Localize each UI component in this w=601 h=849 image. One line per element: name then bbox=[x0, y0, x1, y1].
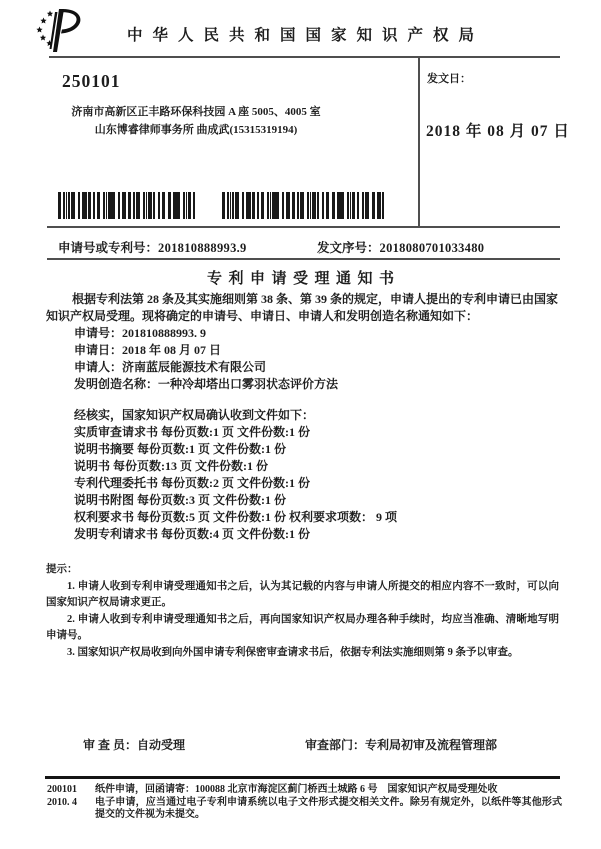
barcode-icon bbox=[58, 192, 195, 219]
document-item: 发明专利请求书 每份页数:4 页 文件份数:1 份 bbox=[74, 527, 310, 541]
application-number-label: 申请号或专利号： bbox=[58, 241, 159, 255]
examiner-field bbox=[83, 736, 185, 753]
footer-row bbox=[47, 797, 562, 822]
org-title: 中华人民共和国国家知识产权局 bbox=[126, 27, 484, 44]
header-divider bbox=[49, 56, 560, 58]
field-applicant: 申请人：济南蓝辰能源技术有限公司 bbox=[74, 360, 267, 374]
field-application-number: 申请号：201810888993. 9 bbox=[74, 326, 207, 340]
document-item: 说明书 每份页数:13 页 文件份数:1 份 bbox=[74, 459, 268, 473]
note-item: 1. 申请人收到专利申请受理通知书之后，认为其记载的内容与申请人所提交的相应内容不一致时，可以向国家知识产权局请求更正。 bbox=[46, 580, 559, 608]
review-department-field bbox=[305, 736, 497, 753]
serial-number-label: 发文序号： bbox=[317, 241, 380, 255]
document-item: 实质审查请求书 每份页数:1 页 文件份数:1 份 bbox=[74, 425, 310, 439]
serial-number bbox=[317, 238, 484, 256]
issue-date-value: 2018 年 08 月 07 日 bbox=[426, 123, 570, 140]
barcode-icon bbox=[222, 192, 385, 219]
address-line-2: 山东博睿律师事务所 曲成武(15315319194) bbox=[94, 124, 298, 136]
note-item: 3. 国家知识产权局收到向外国申请专利保密审查请求书后，依据专利法实施细则第 9 条予以审查。 bbox=[67, 646, 519, 658]
footer-instruction: 纸件申请，回函请寄：100088 北京市海淀区蓟门桥西土城路 6 号 国家知识产权局受理处收 bbox=[95, 784, 498, 795]
document-item: 说明书摘要 每份页数:1 页 文件份数:1 份 bbox=[74, 442, 286, 456]
notes-section bbox=[46, 562, 559, 661]
review-department-value: 专利局初审及流程管理部 bbox=[365, 738, 498, 752]
address-line-1: 济南市高新区正丰路环保科技园 A 座 5005、4005 室 bbox=[71, 106, 321, 118]
issue-date-label: 发文日： bbox=[427, 73, 471, 85]
notice-body bbox=[46, 291, 558, 543]
application-number-value: 201810888993.9 bbox=[158, 241, 247, 255]
note-item: 2. 申请人收到专利申请受理通知书之后，再向国家知识产权局办理各种手续时，均应当准确、清晰地写明申请号。 bbox=[46, 613, 559, 641]
footer-instruction: 电子申请，应当通过电子专利申请系统以电子文件形式提交相关文件。除另有规定外，以纸件等其他形式提交的文件视为未提交。 bbox=[95, 796, 562, 820]
examiner-value: 自动受理 bbox=[137, 738, 186, 752]
field-application-date: 申请日：2018 年 08 月 07 日 bbox=[74, 343, 222, 357]
spacer bbox=[46, 393, 558, 407]
footer-form-code: 200101 bbox=[47, 784, 77, 795]
serial-number-value: 2018080701033480 bbox=[379, 241, 485, 255]
footer-divider bbox=[45, 776, 560, 779]
examiner-label: 审 查 员： bbox=[83, 738, 138, 752]
confirm-intro: 经核实，国家知识产权局确认收到文件如下： bbox=[74, 408, 315, 422]
document-item: 说明书附图 每份页数:3 页 文件份数:1 份 bbox=[74, 493, 286, 507]
issue-date-box-divider bbox=[418, 57, 420, 226]
barcode-divider bbox=[47, 226, 560, 228]
footer bbox=[47, 784, 562, 822]
intro-paragraph: 根据专利法第 28 条及其实施细则第 38 条、第 39 条的规定，申请人提出的专利申请已由国家知识产权局受理。现将确定的申请号、申请日、申请人和发明创造名称通知如下： bbox=[46, 292, 559, 323]
footer-row bbox=[47, 784, 562, 797]
application-number bbox=[58, 238, 247, 256]
reference-row-divider bbox=[47, 258, 560, 260]
document-title: 专利申请受理通知书 bbox=[206, 271, 401, 287]
document-item: 专利代理委托书 每份页数:2 页 文件份数:1 份 bbox=[74, 476, 310, 490]
postal-code: 250101 bbox=[62, 71, 121, 91]
field-invention-title: 发明创造名称：一种冷却塔出口雾羽状态评价方法 bbox=[74, 377, 339, 391]
recipient-address bbox=[46, 103, 346, 139]
review-department-label: 审查部门： bbox=[305, 738, 366, 752]
notes-label: 提示： bbox=[46, 564, 78, 575]
footer-form-code: 2010. 4 bbox=[47, 796, 77, 808]
document-item: 权利要求书 每份页数:5 页 文件份数:1 份 权利要求项数： 9 项 bbox=[74, 510, 397, 524]
